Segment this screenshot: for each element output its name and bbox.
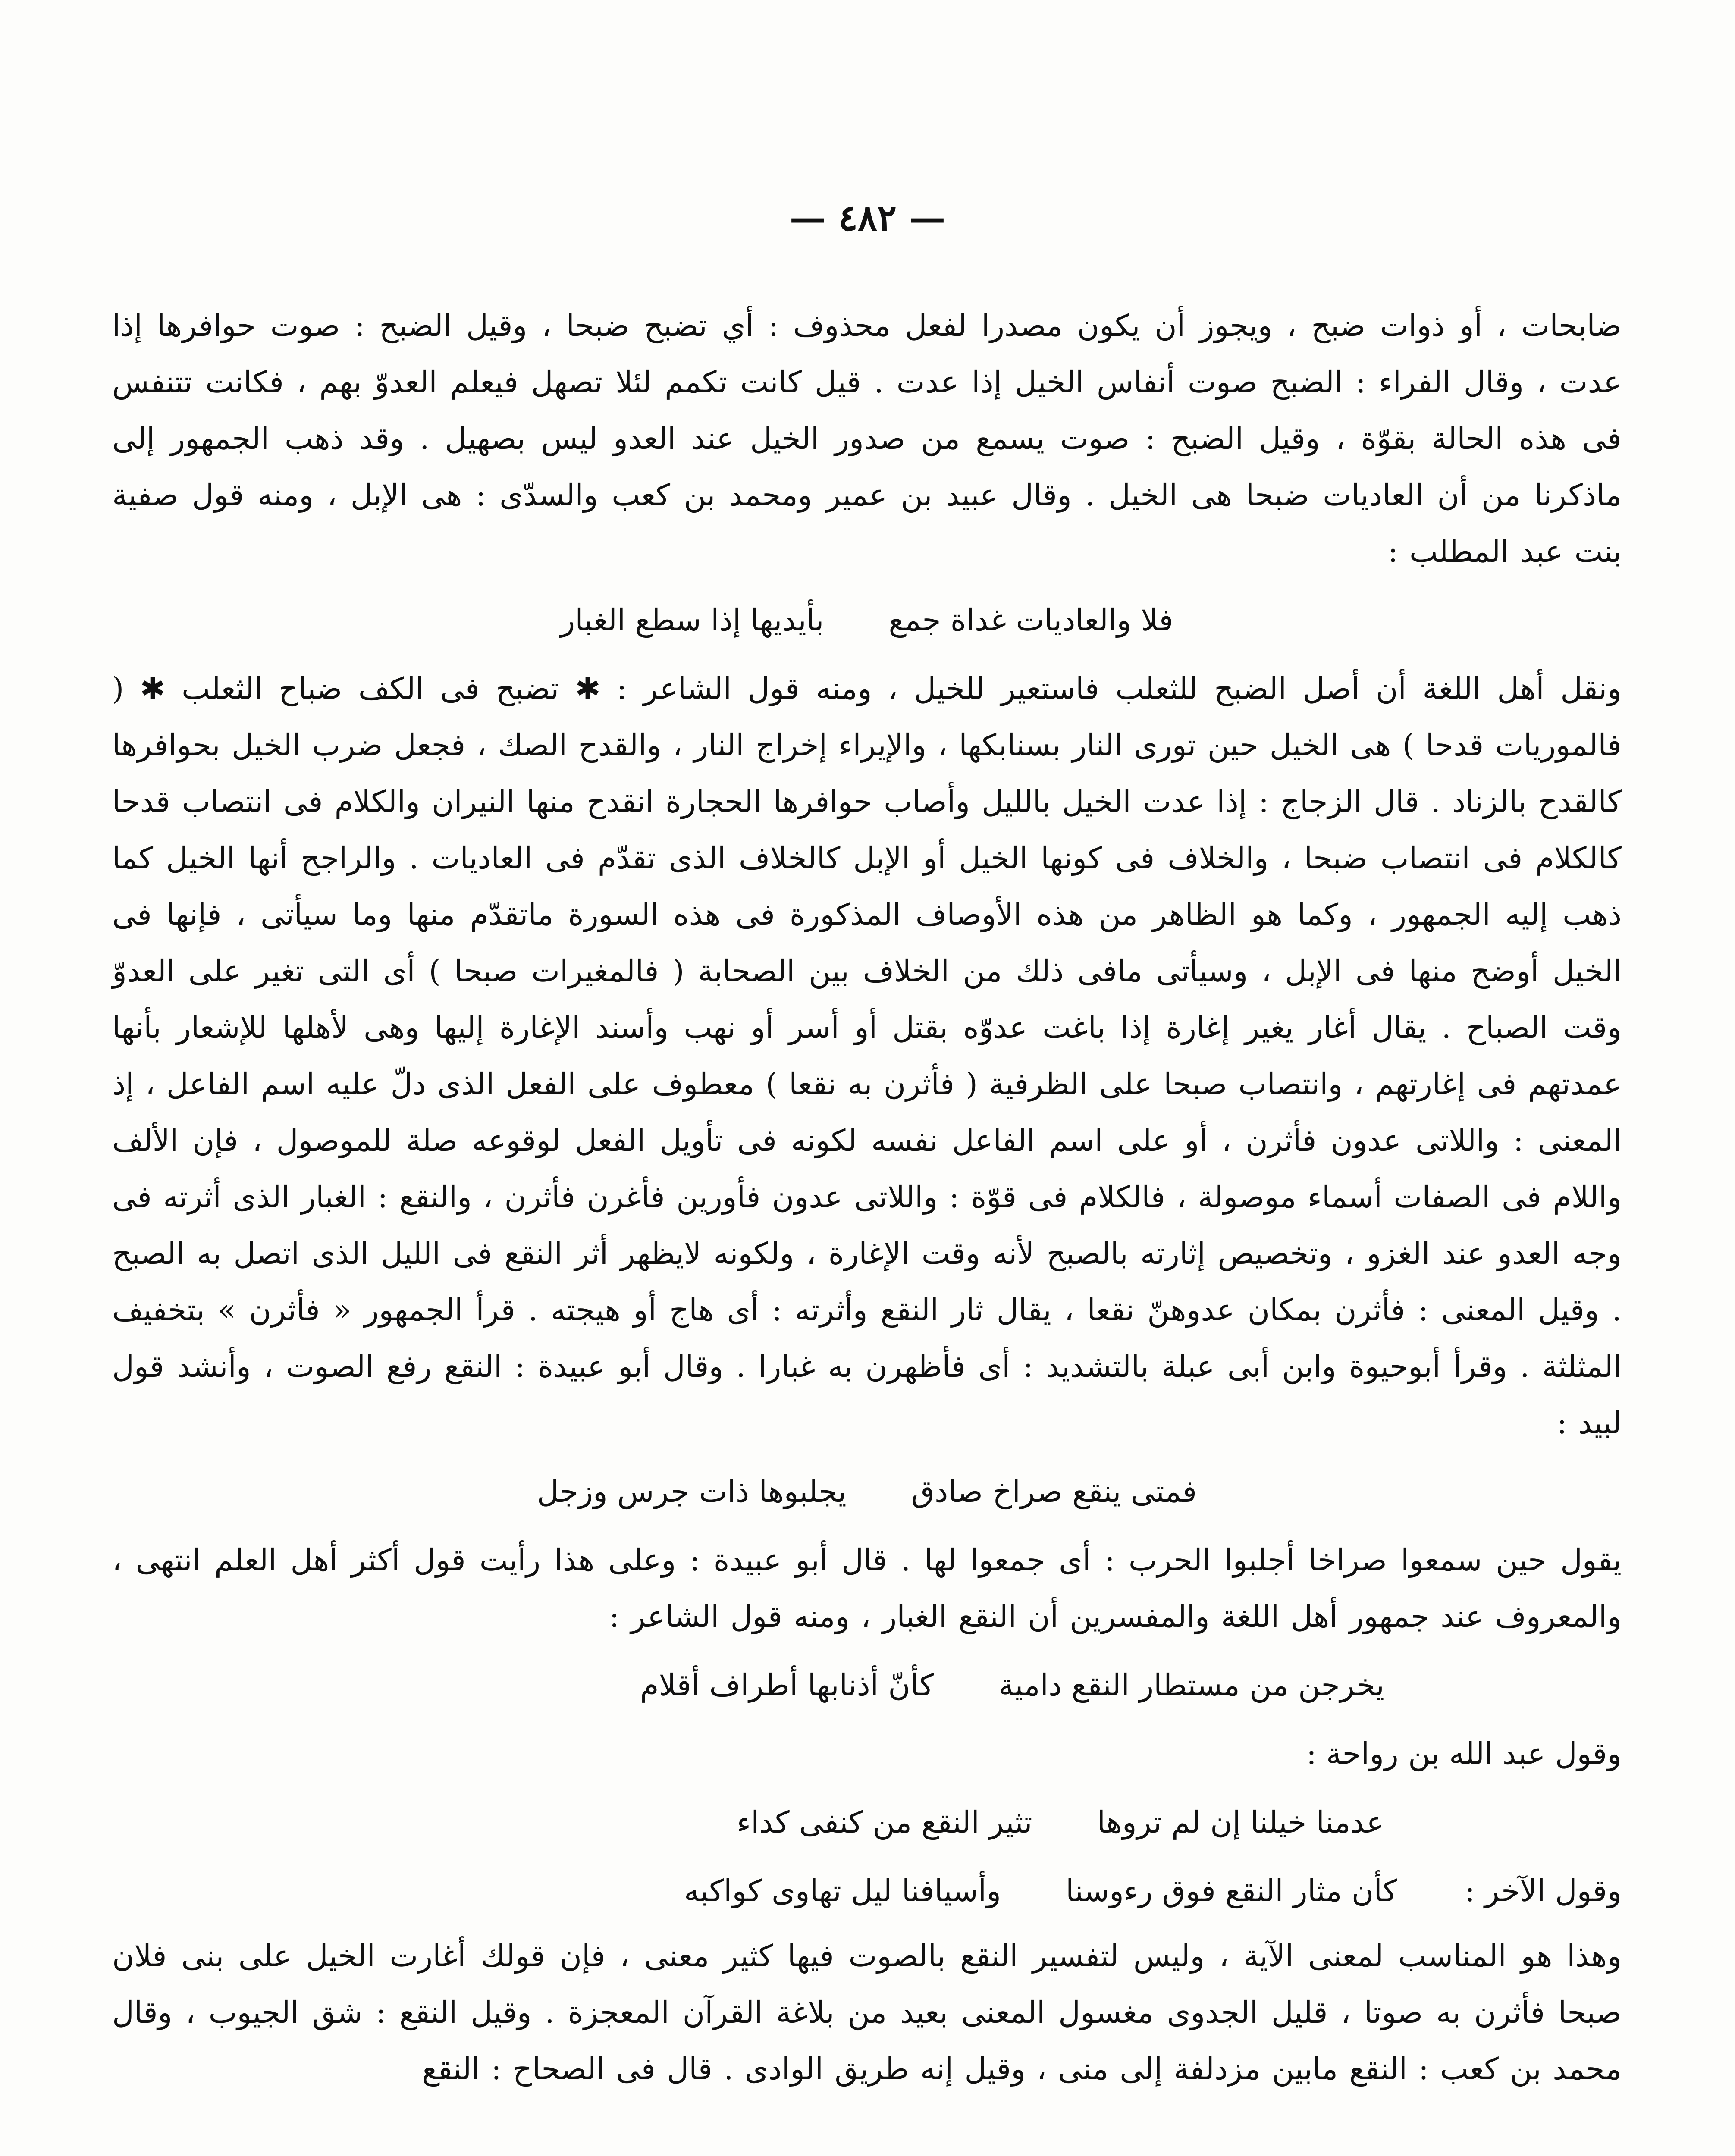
page-number: — ٤٨٢ — (789, 196, 946, 239)
verse-5 (112, 1863, 1622, 1919)
paragraph-2: ونقل أهل اللغة أن أصل الضبح للثعلب فاستعير للخيل ، ومنه قول الشاعر : ✱ تضبح فى الكف ضباح الثعلب ✱ ( فالموريات قدحا ) هى الخيل حين تورى النار بسنابكها ، والإيراء إخراج النار ، والقدح الصك ، فجعل ضرب الخيل بحوافرها كالقدح بالزناد . قال الزجاج : إذا عدت الخيل بالليل وأصاب حوافرها الحجارة انقدح منها النيران والكلام فى انتصاب قدحا كالكلام فى انتصاب ضبحا ، والخلاف فى كونها الخيل أو الإبل كالخلاف الذى تقدّم فى العاديات . والراجح أنها الخيل كما ذهب إليه الجمهور ، وكما هو الظاهر من هذه الأوصاف المذكورة فى هذه السورة ماتقدّم منها وما سيأتى ، فإنها فى الخيل أوضح منها فى الإبل ، وسيأتى مافى ذلك من الخلاف بين الصحابة ( فالمغيرات صبحا ) أى التى تغير على العدوّ وقت الصباح . يقال أغار يغير إغارة إذا باغت عدوّه بقتل أو أسر أو نهب وأسند الإغارة إليها وهى لأهلها للإشعار بأنها عمدتهم فى إغارتهم ، وانتصاب صبحا على الظرفية ( فأثرن به نقعا ) معطوف على الفعل الذى دلّ عليه اسم الفاعل ، إذ المعنى : واللاتى عدون فأثرن ، أو على اسم الفاعل نفسه لكونه فى تأويل الفعل لوقوعه صلة للموصول ، فإن الألف واللام فى الصفات أسماء موصولة ، فالكلام فى قوّة : واللاتى عدون فأورين فأغرن فأثرن ، والنقع : الغبار الذى أثرته فى وجه العدو عند الغزو ، وتخصيص إثارته بالصبح لأنه وقت الإغارة ، ولكونه لايظهر أثر النقع فى الليل الذى اتصل به الصبح . وقيل المعنى : فأثرن بمكان عدوهنّ نقعا ، يقال ثار النقع وأثرته : أى هاج أو هيجته . قرأ الجمهور « فأثرن » بتخفيف المثلثة . وقرأ أبوحيوة وابن أبى عبلة بالتشديد : أى فأظهرن به غبارا . وقال أبو عبيدة : النقع رفع الصوت ، وأنشد قول لبيد : (112, 671, 1622, 1441)
verse-4-first-hemistich: عدمنا خيلنا إن لم تروها (1097, 1805, 1384, 1840)
verse-1 (112, 592, 1622, 649)
verse-3 (112, 1657, 1622, 1714)
verse-4 (112, 1794, 1622, 1851)
paragraph-3: يقول حين سمعوا صراخا أجلبوا الحرب : أى جمعوا لها . قال أبو عبيدة : وعلى هذا رأيت قول أكثر أهل العلم انتهى ، والمعروف عند جمهور أهل اللغة والمفسرين أن النقع الغبار ، ومنه قول الشاعر : (112, 1542, 1622, 1634)
verse-2-first-hemistich: فمتى ينقع صراخ صادق (911, 1474, 1197, 1509)
verse-4-second-hemistich: تثير النقع من كنفى كداء (737, 1805, 1032, 1840)
paragraph-4: وقول عبد الله بن رواحة : (1306, 1736, 1622, 1771)
page-body (112, 298, 1622, 2097)
paragraph-5: وهذا هو المناسب لمعنى الآية ، وليس لتفسير النقع بالصوت فيها كثير معنى ، فإن قولك أغارت الخيل على بنى فلان صبحا فأثرن به صوتا ، قليل الجدوى مغسول المعنى بعيد من بلاغة القرآن المعجزة . وقيل النقع : شق الجيوب ، وقال محمد بن كعب : النقع مابين مزدلفة إلى منى ، وقيل إنه طريق الوادى . قال فى الصحاح : النقع (112, 1938, 1622, 2087)
verse-5-second-hemistich: وأسيافنا ليل تهاوى كواكبه (684, 1873, 1001, 1908)
verse-2 (112, 1463, 1622, 1520)
verse-5-first-hemistich: كأن مثار النقع فوق رءوسنا (1066, 1873, 1397, 1908)
paragraph-1: ضابحات ، أو ذوات ضبح ، ويجوز أن يكون مصدرا لفعل محذوف : أي تضبح ضبحا ، وقيل الضبح : صوت حوافرها إذا عدت ، وقال الفراء : الضبح صوت أنفاس الخيل إذا عدت . قيل كانت تكمم لئلا تصهل فيعلم العدوّ بهم ، فكانت تتنفس فى هذه الحالة بقوّة ، وقيل الضبح : صوت يسمع من صدور الخيل عند العدو ليس بصهيل . وقد ذهب الجمهور إلى ماذكرنا من أن العاديات ضبحا هى الخيل . وقال عبيد بن عمير ومحمد بن كعب والسدّى : هى الإبل ، ومنه قول صفية بنت عبد المطلب : (112, 308, 1622, 569)
verse-1-first-hemistich: فلا والعاديات غداة جمع (888, 602, 1173, 638)
verse-3-first-hemistich: يخرجن من مستطار النقع دامية (998, 1667, 1384, 1703)
verse-5-intro: وقول الآخر : (1465, 1873, 1622, 1908)
verse-2-second-hemistich: يجلبوها ذات جرس وزجل (537, 1474, 847, 1509)
verse-1-second-hemistich: بأيديها إذا سطع الغبار (560, 602, 824, 638)
verse-3-second-hemistich: كأنّ أذنابها أطراف أقلام (640, 1667, 934, 1703)
